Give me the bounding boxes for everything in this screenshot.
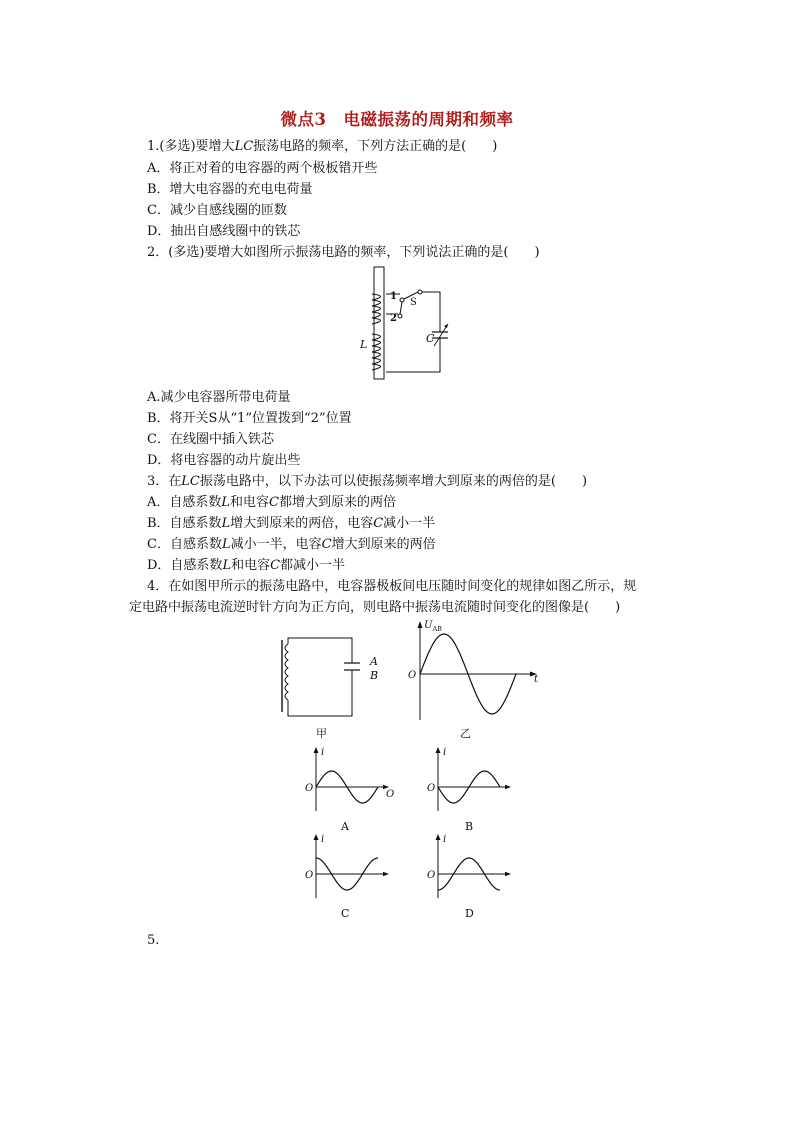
q3-stem: 3．在LC振荡电路中，以下办法可以使振荡频率增大到原来的两倍的是( ) — [147, 474, 588, 489]
q2-label-s: S — [410, 297, 417, 308]
q4-stem-line2: 定电路中振荡电流逆时针方向为正方向，则电路中振荡电流随时间变化的图像是( ) — [129, 600, 621, 615]
svg-text:O: O — [427, 783, 436, 794]
q4-graph-b-caption: B — [465, 820, 474, 833]
svg-text:i: i — [321, 747, 325, 758]
svg-text:O: O — [305, 783, 314, 794]
q4-jia-caption: 甲 — [316, 727, 327, 740]
page-title: 微点3 电磁振荡的周期和频率 — [280, 110, 514, 129]
q2-option-c: C．在线圈中插入铁芯 — [147, 432, 274, 447]
q1-option-d: D．抽出自感线圈中的铁芯 — [147, 224, 301, 239]
q4-figure-jia — [278, 632, 388, 722]
q3-option-a: A．自感系数L和电容C都增大到原来的两倍 — [147, 495, 397, 510]
svg-text:i: i — [443, 747, 447, 758]
q4-yi-axis-y: $U_{AB}$ — [424, 620, 442, 633]
q1-stem: 1.(多选)要增大LC振荡电路的频率，下列方法正确的是( ) — [147, 139, 498, 154]
q4-graph-a-caption: A — [341, 820, 349, 833]
q2-circuit-figure — [340, 262, 470, 384]
svg-text:i: i — [443, 834, 447, 845]
q2-option-b: B．将开关S从“1”位置拨到“2”位置 — [147, 411, 352, 426]
svg-text:O: O — [386, 789, 395, 800]
q4-graph-a — [304, 745, 396, 815]
q3-option-b: B．自感系数L增大到原来的两倍，电容C减小一半 — [147, 516, 436, 531]
q2-label-2: 2 — [390, 313, 397, 324]
q4-graph-c — [304, 832, 396, 902]
svg-text:O: O — [305, 870, 314, 881]
q1-option-a: A．将正对着的电容器的两个极板错开些 — [147, 161, 378, 176]
svg-text:O: O — [427, 870, 436, 881]
q4-jia-label-a: A — [370, 655, 378, 668]
q2-label-c: C — [426, 332, 435, 345]
q4-yi-axis-x: t — [534, 674, 539, 685]
q5-stem: 5. — [147, 933, 160, 948]
q3-option-d: D．自感系数L和电容C都减小一半 — [147, 558, 346, 573]
q4-figure-yi — [408, 618, 548, 724]
q2-label-1: 1 — [390, 291, 397, 302]
q1-option-b: B．增大电容器的充电电荷量 — [147, 182, 313, 197]
q2-stem: 2．(多选)要增大如图所示振荡电路的频率，下列说法正确的是( ) — [147, 245, 540, 260]
q4-stem-line1: 4．在如图甲所示的振荡电路中，电容器极板间电压随时间变化的规律如图乙所示，规 — [147, 579, 637, 594]
q3-option-c: C．自感系数L减小一半，电容C增大到原来的两倍 — [147, 537, 436, 552]
q4-graph-c-caption: C — [341, 907, 350, 920]
q2-option-d: D．将电容器的动片旋出些 — [147, 453, 301, 468]
q2-option-a: A.减少电容器所带电荷量 — [147, 390, 291, 405]
q4-yi-origin: O — [408, 670, 417, 681]
q4-graph-d-caption: D — [465, 907, 474, 920]
svg-text:i: i — [321, 834, 325, 845]
q4-jia-label-b: B — [370, 669, 379, 682]
q4-graph-d — [426, 832, 518, 902]
q4-yi-caption: 乙 — [460, 727, 471, 740]
q4-graph-b — [426, 745, 518, 815]
q1-option-c: C．减少自感线圈的匝数 — [147, 203, 287, 218]
q2-label-l: L — [360, 338, 368, 351]
